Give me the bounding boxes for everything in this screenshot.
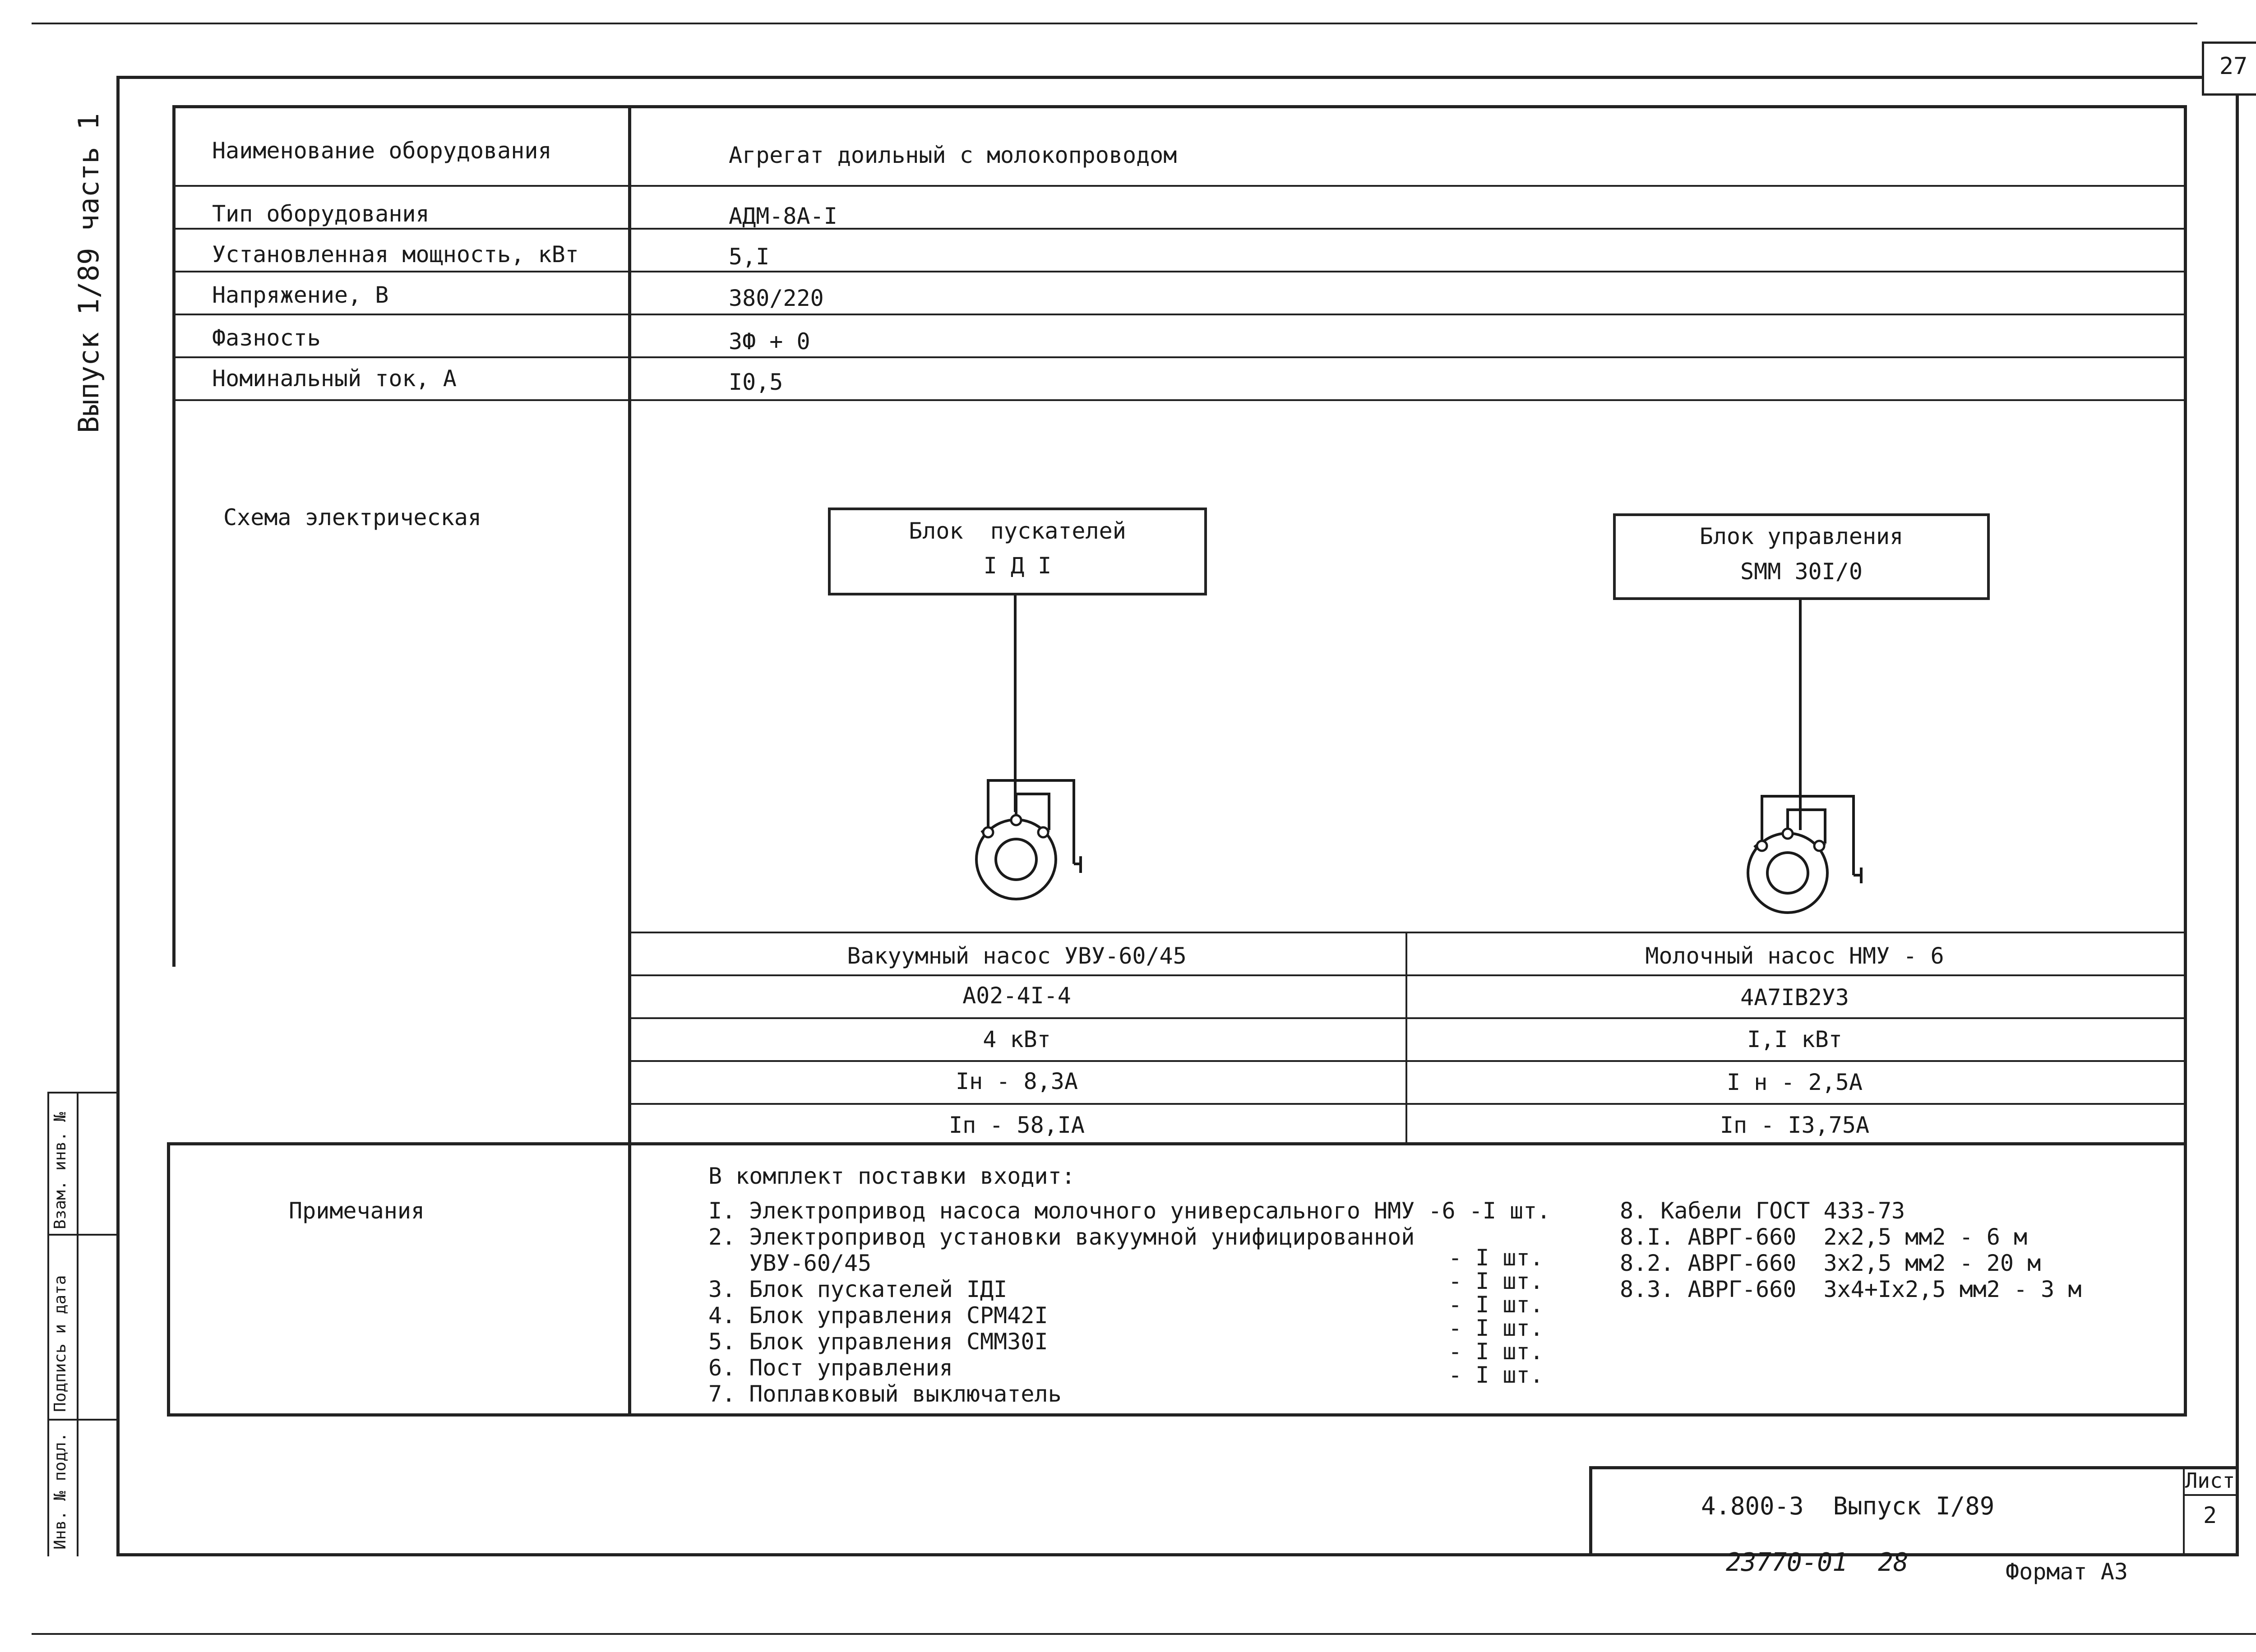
row-label-name: Наименование оборудования bbox=[212, 138, 552, 164]
note-qty-5: - I шт. bbox=[1448, 1315, 1544, 1341]
row-label-type: Тип оборудования bbox=[212, 201, 430, 227]
notes-list bbox=[708, 1198, 1550, 1407]
row-label-power: Установленная мощность, кВт bbox=[212, 241, 579, 268]
row-value-type: АДМ-8А-I bbox=[729, 203, 837, 229]
title-block-sheet-line bbox=[2183, 1494, 2237, 1496]
note-item-1: I. Электропривод насоса молочного универсального НМУ -6 -I шт. bbox=[708, 1198, 1551, 1224]
sheet-number: 2 bbox=[2203, 1502, 2217, 1528]
note-item-3: 3. Блок пускателей IДI bbox=[708, 1276, 1008, 1302]
control-block-sub: SMM 30I/0 bbox=[1740, 558, 1863, 585]
motor-r1c2: 4А7IВ2У3 bbox=[1740, 984, 1849, 1011]
format-label: Формат А3 bbox=[2006, 1559, 2128, 1585]
row-label-phases: Фазность bbox=[212, 325, 321, 351]
stamp-inv-orig: Инв. № подл. bbox=[51, 1432, 69, 1550]
motor-r4c1: Iп - 58,IА bbox=[948, 1112, 1085, 1138]
motor-r4c2: Iп - I3,75А bbox=[1720, 1112, 1870, 1138]
motor-r1c1: А02-4I-4 bbox=[962, 983, 1071, 1009]
motor-r2c1: 4 кВт bbox=[983, 1026, 1051, 1052]
note-qty-6: - I шт. bbox=[1448, 1338, 1544, 1365]
note-qty-3: - I шт. bbox=[1448, 1268, 1544, 1294]
motor-line-4 bbox=[628, 1103, 2185, 1105]
note-item-6: 6. Пост управления bbox=[708, 1355, 953, 1381]
note-item-4: 4. Блок управления СРМ42I bbox=[708, 1302, 1048, 1329]
stamp-inv-sub: Взам. инв. № bbox=[51, 1112, 69, 1229]
note-item-7: 7. Поплавковый выключатель bbox=[708, 1381, 1062, 1407]
sheet-label: Лист bbox=[2185, 1468, 2235, 1493]
row-label-current: Номинальный ток, А bbox=[212, 365, 457, 392]
starter-block-sub: I Д I bbox=[983, 553, 1052, 579]
stamp-sign-date: Подпись и дата bbox=[51, 1275, 69, 1412]
cable-item-2: 8.2. АВРГ-660 3х2,5 мм2 - 20 м bbox=[1620, 1250, 2041, 1276]
designation: 4.800-3 Выпуск I/89 bbox=[1701, 1492, 1995, 1520]
motor-table-bottom bbox=[167, 1142, 2186, 1145]
notes-label: Примечания bbox=[289, 1198, 425, 1224]
vacuum-pump-motor-icon bbox=[976, 780, 1081, 899]
title-block-left bbox=[1589, 1466, 1592, 1555]
control-block-title: Блок управления bbox=[1699, 523, 1904, 549]
motor-header-vacuum: Вакуумный насос УВУ-60/45 bbox=[847, 943, 1187, 969]
note-qty-1 bbox=[1448, 1198, 1544, 1221]
starter-block-title: Блок пускателей bbox=[909, 518, 1126, 544]
row-label-voltage: Напряжение, В bbox=[212, 282, 389, 308]
title-block-top bbox=[1590, 1466, 2238, 1469]
cables-list bbox=[1620, 1198, 2082, 1302]
cable-item-1: 8.I. АВРГ-660 2х2,5 мм2 - 6 м bbox=[1620, 1224, 2028, 1250]
milk-pump-motor-icon bbox=[1748, 796, 1861, 913]
motor-line-1 bbox=[628, 974, 2185, 976]
note-qty-2 bbox=[1448, 1221, 1544, 1245]
note-item-2b: УВУ-60/45 bbox=[708, 1250, 872, 1276]
motor-r2c2: I,I кВт bbox=[1747, 1026, 1842, 1052]
motor-header-milk: Молочный насос НМУ - 6 bbox=[1645, 943, 1944, 969]
notes-intro: В комплект поставки входит: bbox=[708, 1163, 1075, 1189]
order-number: 23770-01 28 bbox=[1726, 1548, 1909, 1577]
note-qty-4: - I шт. bbox=[1448, 1292, 1544, 1318]
page-number: 27 bbox=[2219, 53, 2248, 80]
issue-vertical-text: Выпуск 1/89 часть 1 bbox=[72, 113, 105, 433]
motor-line-2 bbox=[628, 1017, 2185, 1019]
note-item-2: 2. Электропривод установки вакуумной унифицированной bbox=[708, 1224, 1415, 1250]
scheme-label: Схема электрическая bbox=[223, 504, 481, 531]
note-qty-2b: - I шт. bbox=[1448, 1245, 1544, 1271]
cable-item-3: 8.3. АВРГ-660 3х4+Iх2,5 мм2 - 3 м bbox=[1620, 1276, 2082, 1302]
row-value-name: Агрегат доильный с молокопроводом bbox=[729, 142, 1177, 168]
row-value-phases: 3Ф + 0 bbox=[729, 328, 810, 355]
note-qty-7: - I шт. bbox=[1448, 1362, 1544, 1388]
motor-r3c2: I н - 2,5А bbox=[1726, 1069, 1863, 1095]
row-value-voltage: 380/220 bbox=[729, 285, 824, 311]
motor-r3c1: Iн - 8,3А bbox=[956, 1068, 1078, 1094]
cable-item-0: 8. Кабели ГОСТ 433-73 bbox=[1620, 1198, 1905, 1224]
notes-qty-list bbox=[1448, 1198, 1544, 1388]
row-value-current: I0,5 bbox=[729, 369, 783, 395]
motor-line-3 bbox=[628, 1060, 2185, 1062]
row-value-power: 5,I bbox=[729, 244, 770, 270]
note-item-5: 5. Блок управления СММ30I bbox=[708, 1329, 1048, 1355]
